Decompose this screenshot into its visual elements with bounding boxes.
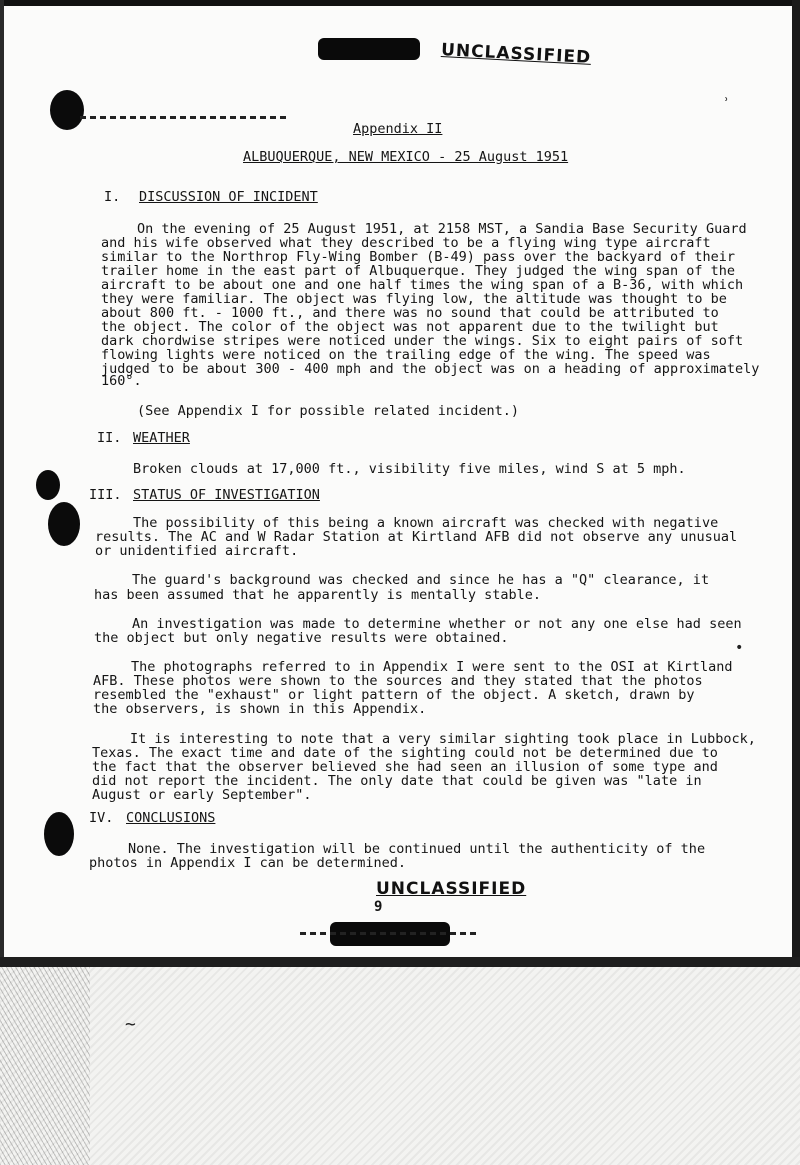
text-line: or unidentified aircraft.: [95, 543, 299, 559]
text-line: results. The AC and W Radar Station at Kirtland AFB did not observe any unusual: [95, 529, 738, 545]
scan-smudge-line-bottom: [300, 932, 480, 935]
text-line: judged to be about 300 - 400 mph and the object was on a heading of approximately: [101, 361, 760, 377]
text-line: the object. The color of the object was not apparent due to the twilight but: [101, 319, 719, 335]
text-line: It is interesting to note that a very similar sighting took place in Lubbock,: [130, 731, 756, 747]
section-number: I.: [104, 189, 121, 205]
text-line: dark chordwise stripes were noticed under the wings. Six to eight pairs of soft: [101, 333, 744, 349]
text-line: similar to the Northrop Fly-Wing Bomber (B-49) pass over the backyard of their: [101, 249, 735, 265]
text-line: and his wife observed what they described to be a flying wing type aircraft: [101, 235, 711, 251]
text-line: flowing lights were noticed on the trailing edge of the wing. The speed was: [101, 347, 711, 363]
scan-noise: [0, 967, 90, 1165]
location-date-heading: ALBUQUERQUE, NEW MEXICO - 25 August 1951: [243, 149, 569, 165]
appendix-heading: Appendix II: [353, 121, 443, 137]
section-title: DISCUSSION OF INCIDENT: [139, 189, 318, 205]
section-number: IV.: [89, 810, 114, 826]
text-line: Texas. The exact time and date of the sighting could not be determined due to: [92, 745, 718, 761]
section-title: STATUS OF INVESTIGATION: [133, 487, 320, 503]
punch-hole-bottom: [44, 812, 74, 856]
scan-scribble: ~: [125, 1014, 136, 1035]
redaction-top: [318, 38, 420, 60]
section-paragraph: (See Appendix I for possible related incident.): [137, 403, 520, 419]
punch-hole-middle: [48, 502, 80, 546]
section-title: WEATHER: [133, 430, 190, 446]
scan-top-edge: [0, 0, 800, 6]
text-line: the object but only negative results were obtained.: [94, 630, 509, 646]
text-line: about 800 ft. - 1000 ft., and there was no sound that could be attributed to: [101, 305, 719, 321]
text-line: resembled the "exhaust" or light pattern of the object. A sketch, drawn by: [93, 687, 695, 703]
text-line: photos in Appendix I can be determined.: [89, 855, 406, 871]
text-line: the observers, is shown in this Appendix.: [93, 701, 427, 717]
section-paragraph: Broken clouds at 17,000 ft., visibility five miles, wind S at 5 mph.: [133, 461, 686, 477]
scan-speck: ʾ: [722, 96, 731, 112]
text-line: did not report the incident. The only date that could be given was "late in: [92, 773, 702, 789]
text-line: 160°.: [101, 373, 142, 389]
scan-bottom-area: [0, 967, 800, 1165]
section-number: III.: [89, 487, 122, 503]
text-line: An investigation was made to determine whether or not any one else had seen: [132, 616, 742, 632]
text-line: None. The investigation will be continued until the authenticity of the: [128, 841, 706, 857]
text-line: AFB. These photos were shown to the sources and they stated that the photos: [93, 673, 703, 689]
page-number: 9: [374, 899, 383, 915]
punch-hole-small: [36, 470, 60, 500]
text-line: The possibility of this being a known aircraft was checked with negative: [133, 515, 719, 531]
text-line: On the evening of 25 August 1951, at 2158 MST, a Sandia Base Security Guard: [137, 221, 747, 237]
text-line: trailer home in the east part of Albuquerque. They judged the wing span of the: [101, 263, 735, 279]
classification-stamp-bottom: UNCLASSIFIED: [376, 879, 527, 899]
text-line: has been assumed that he apparently is mentally stable.: [94, 587, 542, 603]
punch-hole-top: [50, 90, 84, 130]
section-title: CONCLUSIONS: [126, 810, 216, 826]
text-line: The guard's background was checked and since he has a "Q" clearance, it: [132, 572, 710, 588]
scan-speck: •: [735, 640, 744, 656]
section-number: II.: [97, 430, 122, 446]
text-line: the fact that the observer believed she had seen an illusion of some type and: [92, 759, 718, 775]
text-line: aircraft to be about one and one half times the wing span of a B-36, with which: [101, 277, 744, 293]
scan-bottom-band: [0, 957, 800, 967]
text-line: August or early September".: [92, 787, 312, 803]
classification-stamp-top: UNCLASSIFIED: [440, 40, 592, 68]
text-line: they were familiar. The object was flying low, the altitude was thought to be: [101, 291, 727, 307]
scan-smudge-line: [80, 116, 290, 119]
text-line: The photographs referred to in Appendix I were sent to the OSI at Kirtland: [131, 659, 733, 675]
